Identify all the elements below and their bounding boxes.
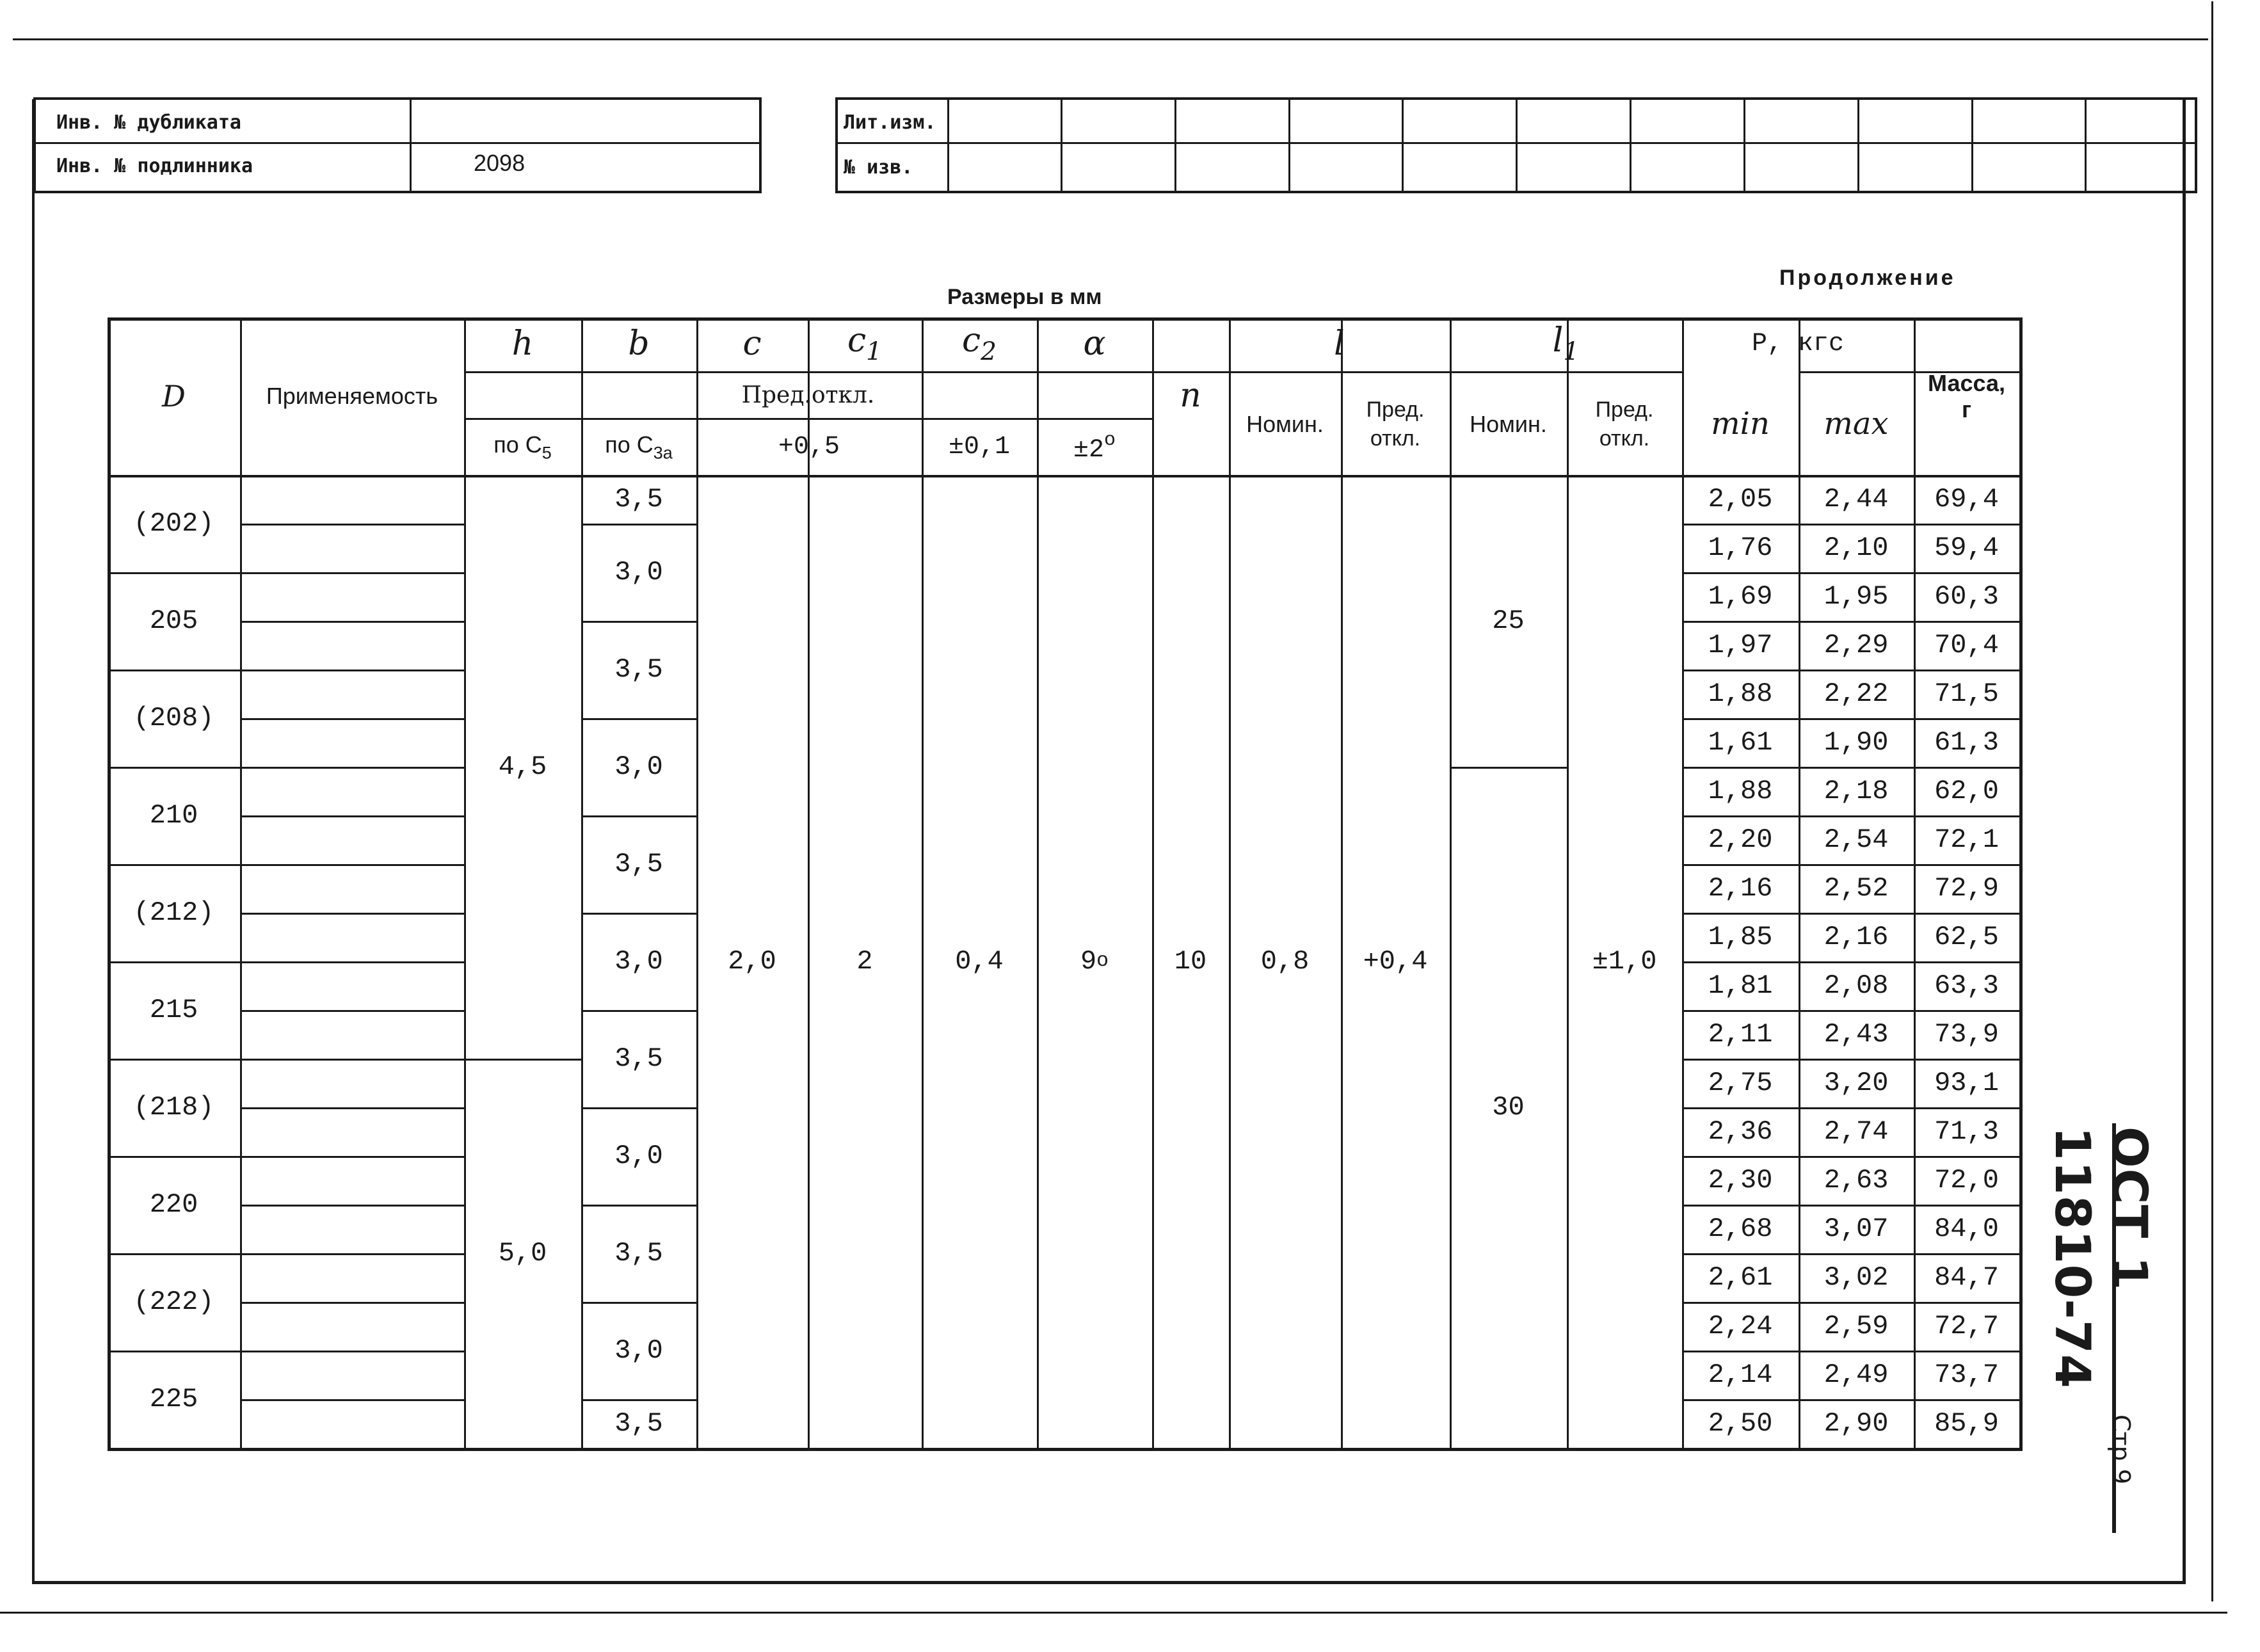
p-max-value: 3,02 [1823, 1262, 1889, 1293]
col-header-l: l [1334, 325, 1345, 364]
D-value: 215 [149, 994, 198, 1025]
mass-value: 84,7 [1934, 1262, 1999, 1293]
mass-value: 63,3 [1934, 970, 1999, 1001]
col-header-l1: $l_1$ [1552, 321, 1580, 367]
applicability-row-line [240, 670, 464, 671]
c2-value: 0,4 [955, 945, 1004, 977]
p-min-value: 2,24 [1708, 1310, 1773, 1342]
c-value: 2,0 [728, 945, 776, 977]
mass-value: 60,3 [1934, 581, 1999, 612]
p-min-value: 2,75 [1708, 1067, 1773, 1098]
n-value: 10 [1174, 945, 1207, 977]
inv-original-label: Инв. № подлинника [56, 154, 253, 177]
b-value: 3,0 [614, 945, 663, 977]
frame-left [32, 99, 35, 1583]
col-header-mass: Масса, г [1928, 369, 2005, 422]
revision-col-divider [1516, 97, 1518, 191]
p-min-value: 1,76 [1708, 532, 1773, 563]
right-edge-line [2211, 1, 2213, 1601]
revision-col-divider [1857, 97, 1859, 191]
mass-value: 72,1 [1934, 824, 1999, 855]
b-value: 3,0 [614, 556, 663, 588]
h-value: 4,5 [498, 751, 547, 782]
applicability-row-line [240, 1107, 464, 1109]
mass-value: 85,9 [1934, 1407, 1999, 1439]
D-value: 220 [149, 1189, 198, 1220]
p-max-value: 1,90 [1823, 726, 1889, 758]
applicability-row-line [240, 1010, 464, 1012]
tolerance-header: Пред.откл. [741, 382, 875, 409]
col-header-D: D [162, 378, 186, 413]
table-bottom-border [108, 1448, 2019, 1451]
l1-tolerance-value: ±1,0 [1592, 945, 1657, 977]
inv-original-value: 2098 [474, 150, 525, 177]
mass-value: 93,1 [1934, 1067, 1999, 1098]
c1-value: 2 [856, 945, 873, 977]
table-right-border [2019, 317, 2023, 1451]
p-max-value: 2,10 [1823, 532, 1889, 563]
applicability-row-line [240, 913, 464, 915]
applicability-row-line [240, 572, 464, 574]
p-max-value: 2,52 [1823, 872, 1889, 904]
D-value: 205 [149, 605, 198, 636]
mass-value: 61,3 [1934, 726, 1999, 758]
col-header-P: Р, кгс [1751, 330, 1845, 358]
revision-col-divider [1971, 97, 1973, 191]
revision-col-divider [1743, 97, 1745, 191]
inv-duplicate-value [413, 105, 752, 141]
p-min-value: 2,68 [1708, 1213, 1773, 1244]
applicability-row-line [240, 961, 464, 963]
mass-value: 84,0 [1934, 1213, 1999, 1244]
p-max-value: 3,07 [1823, 1213, 1889, 1244]
p-min-value: 2,50 [1708, 1407, 1773, 1439]
p-min-value: 1,97 [1708, 629, 1773, 661]
mass-value: 72,9 [1934, 872, 1999, 904]
mass-value: 73,9 [1934, 1018, 1999, 1050]
col-header-alpha: α [1083, 325, 1106, 364]
top-edge-line [13, 38, 2208, 40]
applicability-row-line [240, 1302, 464, 1304]
p-min-header: min [1711, 405, 1770, 442]
p-min-value: 2,16 [1708, 872, 1773, 904]
b-value: 3,5 [614, 483, 663, 515]
continuation-label: Продолжение [1779, 266, 1956, 291]
b-value: 3,5 [614, 654, 663, 685]
col-header-c2: $c_2$ [962, 321, 997, 367]
l1-nominal-value: 30 [1492, 1091, 1525, 1123]
l1-nominal-value: 25 [1492, 605, 1525, 636]
applicability-row-line [240, 767, 464, 769]
alpha-tolerance: $\pm 2^о$ [1073, 429, 1116, 465]
col-header-n: n [1180, 376, 1201, 415]
mass-value: 72,0 [1934, 1164, 1999, 1196]
l-tolerance-header: Пред. откл. [1366, 397, 1425, 451]
p-min-value: 1,61 [1708, 726, 1773, 758]
p-min-value: 1,88 [1708, 775, 1773, 806]
notice-number-label: № изв. [844, 156, 913, 179]
applicability-row-line [240, 1351, 464, 1352]
p-max-value: 2,90 [1823, 1407, 1889, 1439]
standard-number: ОСТ 1 11810-74 [2044, 1127, 2158, 1389]
applicability-row-line [240, 864, 464, 866]
b-value: 3,5 [614, 848, 663, 879]
revision-col-divider [1061, 97, 1062, 191]
mass-value: 70,4 [1934, 629, 1999, 661]
l1-nominal-header: Номин. [1470, 410, 1547, 437]
revision-col-divider [1402, 97, 1404, 191]
p-max-value: 2,22 [1823, 678, 1889, 709]
D-value: (202) [133, 508, 214, 539]
mass-value: 69,4 [1934, 483, 1999, 515]
col-header-c: c [742, 325, 762, 364]
p-min-value: 1,81 [1708, 970, 1773, 1001]
D-value: 225 [149, 1383, 198, 1415]
mass-value: 71,3 [1934, 1116, 1999, 1147]
p-min-value: 2,36 [1708, 1116, 1773, 1147]
revision-col-divider [1288, 97, 1290, 191]
p-min-value: 2,30 [1708, 1164, 1773, 1196]
b-value: 3,0 [614, 1335, 663, 1366]
applicability-row-line [240, 718, 464, 720]
col-header-b: b [628, 325, 650, 364]
applicability-row-line [240, 1253, 464, 1255]
revision-col-divider [1630, 97, 1631, 191]
applicability-row-line [240, 1399, 464, 1401]
p-max-header: max [1823, 405, 1889, 442]
p-min-value: 2,11 [1708, 1018, 1773, 1050]
inv-duplicate-label: Инв. № дубликата [56, 111, 241, 134]
p-max-value: 2,49 [1823, 1359, 1889, 1390]
col-header-applicability: Применяемость [266, 383, 438, 410]
col-header-h: h [511, 325, 534, 364]
c2-tolerance: ±0,1 [948, 433, 1010, 461]
mass-value: 72,7 [1934, 1310, 1999, 1342]
p-min-value: 2,05 [1708, 483, 1773, 515]
D-value: 210 [149, 799, 198, 831]
applicability-row-line [240, 1205, 464, 1207]
p-max-value: 2,59 [1823, 1310, 1889, 1342]
stamp-row-divider [33, 142, 759, 144]
D-value: (222) [133, 1286, 214, 1317]
b-value: 3,5 [614, 1043, 663, 1074]
h-value: 5,0 [498, 1237, 547, 1269]
p-max-value: 2,74 [1823, 1116, 1889, 1147]
p-min-value: 1,85 [1708, 921, 1773, 952]
p-min-value: 1,88 [1708, 678, 1773, 709]
bottom-edge-line [0, 1612, 2227, 1614]
b-value: 3,5 [614, 1407, 663, 1439]
p-max-value: 2,63 [1823, 1164, 1889, 1196]
stamp-col-divider [410, 97, 412, 191]
col-header-c1: $c_1$ [847, 321, 882, 367]
revision-col-divider [1174, 97, 1176, 191]
revision-col-divider [947, 97, 949, 191]
l-nominal-value: 0,8 [1260, 945, 1310, 977]
c-tolerance: +0,5 [778, 433, 840, 461]
b-value: 3,0 [614, 751, 663, 782]
p-max-value: 1,95 [1823, 581, 1889, 612]
p-max-value: 2,29 [1823, 629, 1889, 661]
h-tolerance: по $С_5$ [493, 431, 552, 463]
sizes-note: Размеры в мм [947, 285, 1102, 310]
b-value: 3,0 [614, 1140, 663, 1171]
p-min-value: 2,14 [1708, 1359, 1773, 1390]
p-max-value: 3,20 [1823, 1067, 1889, 1098]
mass-value: 71,5 [1934, 678, 1999, 709]
p-max-value: 2,18 [1823, 775, 1889, 806]
mass-value: 62,5 [1934, 921, 1999, 952]
b-value: 3,5 [614, 1237, 663, 1269]
p-max-value: 2,16 [1823, 921, 1889, 952]
b-tolerance: по $С_{3а}$ [605, 431, 673, 463]
p-max-value: 2,44 [1823, 483, 1889, 515]
applicability-row-line [240, 815, 464, 817]
D-value: (212) [133, 897, 214, 928]
D-value: (218) [133, 1091, 214, 1123]
l-nominal-header: Номин. [1246, 410, 1324, 437]
revision-col-divider [2085, 97, 2087, 191]
l1-tolerance-header: Пред. откл. [1595, 397, 1654, 451]
p-max-value: 2,43 [1823, 1018, 1889, 1050]
mass-value: 62,0 [1934, 775, 1999, 806]
applicability-row-line [240, 1059, 464, 1061]
applicability-row-line [240, 524, 464, 525]
page-number: Стр.9 [2107, 1415, 2135, 1485]
frame-right [2183, 99, 2186, 1584]
frame-bottom [32, 1581, 2184, 1584]
alpha-value: 9 о [1080, 945, 1109, 977]
l-tolerance-value: +0,4 [1363, 945, 1428, 977]
mass-value: 73,7 [1934, 1359, 1999, 1390]
column-divider [240, 317, 242, 1448]
p-min-value: 2,20 [1708, 824, 1773, 855]
p-max-value: 2,08 [1823, 970, 1889, 1001]
mass-value: 59,4 [1934, 532, 1999, 563]
applicability-row-line [240, 1156, 464, 1158]
p-max-value: 2,54 [1823, 824, 1889, 855]
lit-change-label: Лит.изм. [844, 111, 936, 134]
p-min-value: 1,69 [1708, 581, 1773, 612]
applicability-row-line [240, 621, 464, 623]
D-value: (208) [133, 702, 214, 734]
p-min-value: 2,61 [1708, 1262, 1773, 1293]
